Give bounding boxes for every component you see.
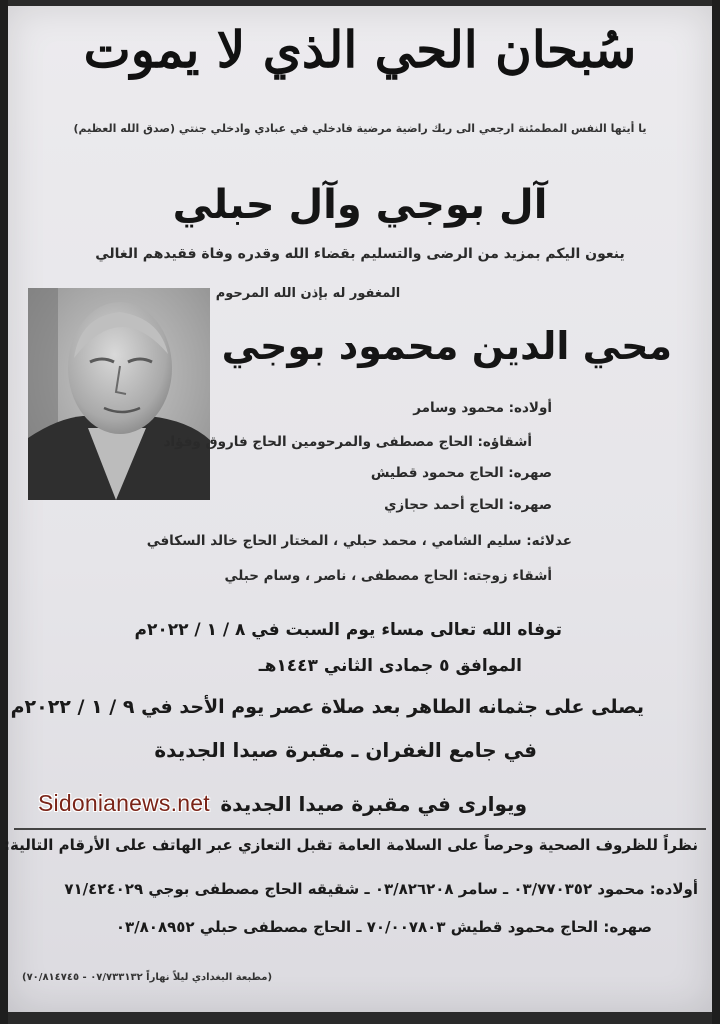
relatives-wife-siblings: أشقاء زوجته: الحاج مصطفى ، ناصر ، وسام حبلي (224, 568, 552, 584)
mercy-line: المغفور له بإذن الله المرحوم (215, 286, 401, 301)
header-verse: سُبحان الحي الذي لا يموت (83, 20, 637, 79)
left-edge (0, 0, 8, 1024)
hijri-date: الموافق ٥ جمادى الثاني ١٤٤٣هـ (258, 656, 522, 676)
relatives-siblings: أشقاؤه: الحاج مصطفى والمرحومين الحاج فاروق وفؤاد (163, 434, 532, 450)
relatives-co-in-laws: عدلائه: سليم الشامي ، محمد حبلي ، المختار الحاج خالد السكافي (146, 533, 572, 549)
burial-location: ويوارى في مقبرة صيدا الجديدة (220, 792, 527, 816)
relatives-children: أولاده: محمود وسامر (413, 400, 552, 416)
deceased-photo (28, 288, 210, 500)
phones-sons: أولاده: محمود ٠٣/٧٧٠٣٥٢ ـ سامر ٠٣/٨٢٦٢٠٨ ـ شقيقه الحاج مصطفى بوجي ٧١/٤٢٤٠٢٩ (64, 880, 698, 898)
site-watermark: Sidonianews.net (38, 790, 210, 816)
funeral-prayer: يصلى على جثمانه الطاهر بعد صلاة عصر يوم الأحد في ٩ / ١ / ٢٠٢٢م (10, 696, 644, 718)
header-prayer: يا أيتها النفس المطمئنة ارجعي الى ربك راضية مرضية فادخلي في عبادي وادخلي جنتي (صدق الله العظيم) (73, 122, 647, 135)
death-notice: توفاه الله تعالى مساء يوم السبت في ٨ / ١ / ٢٠٢٢م (134, 620, 562, 640)
announcement: ينعون اليكم بمزيد من الرضى والتسليم بقضاء الله وقدره وفاة فقيدهم الغالي (95, 246, 625, 262)
obituary-sheet (4, 6, 712, 1012)
relatives-brother-in-law-2: صهره: الحاج أحمد حجازي (384, 497, 552, 513)
deceased-name: محي الدين محمود بوجي (221, 324, 672, 368)
relatives-brother-in-law-1: صهره: الحاج محمود قطيش (370, 465, 552, 481)
mosque-location: في جامع الغفران ـ مقبرة صيدا الجديدة (154, 738, 537, 762)
right-edge (712, 0, 720, 1024)
family-title: آل بوجي وآل حبلي (172, 182, 548, 228)
portrait-image (28, 288, 210, 500)
printer-credit: (مطبعة البغدادي ليلاً نهاراً ٠٧/٧٣٣١٣٢ - ٧٠/٨١٤٧٤٥) (22, 972, 273, 983)
divider (14, 828, 706, 830)
condolence-notice: نظراً للظروف الصحية وحرصاً على السلامة العامة تقبل التعازي عبر الهاتف على الأرقام التالية: (4, 836, 698, 854)
phones-inlaws: صهره: الحاج محمود قطيش ٧٠/٠٠٧٨٠٣ ـ الحاج مصطفى حبلي ٠٣/٨٠٨٩٥٢ (115, 918, 652, 936)
